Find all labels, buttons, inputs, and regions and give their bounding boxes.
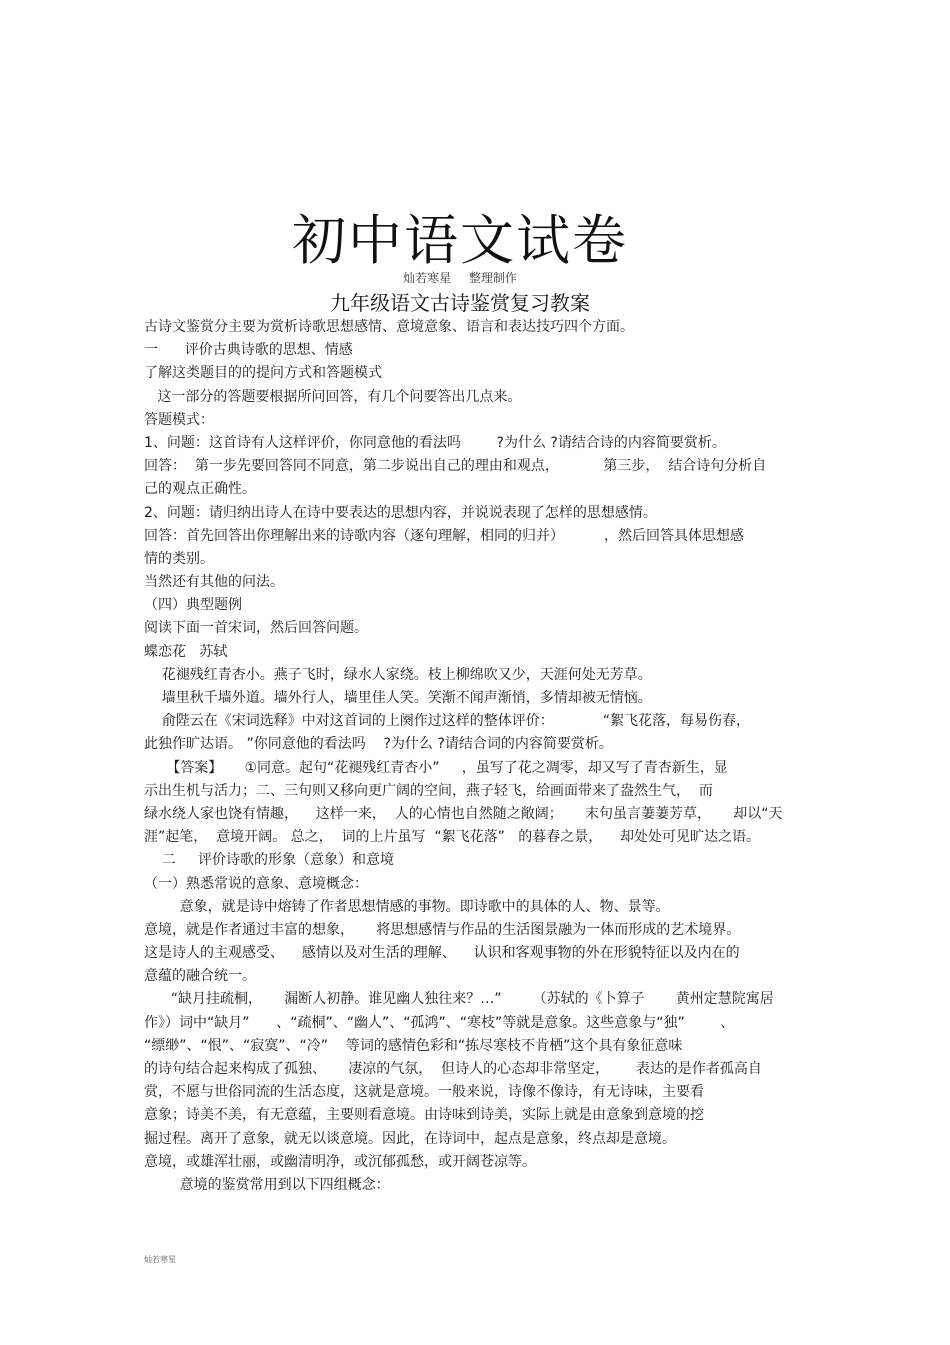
answer-line: 示出生机与活力；二、三句则又移向更广阔的空间，燕子轻飞，给画面带来了盎然生气， 而 [144, 782, 713, 799]
text-line: 意境，或雄浑壮丽，或幽清明净，或沉郁孤愁，或开阔苍凉等。 [144, 1153, 536, 1170]
answer-line: 【答案】 ①同意。起句“花褪残红青杏小” ，虽写了花之凋零，却又写了青杏新生，显 [144, 759, 728, 776]
text-line: 意象；诗美不美，有无意蕴，主要则看意境。由诗味到诗美，实际上就是由意象到意境的挖 [144, 1107, 704, 1124]
text-line: 回答： 第一步先要回答同不同意，第二步说出自己的理由和观点， 第三步， 结合诗句分析自 [144, 458, 767, 475]
text-line: 1、问题：这首诗有人这样评价，你同意他的看法吗 ?为什么 ?请结合诗的内容简要赏析。 [144, 434, 726, 451]
text-line: 古诗文鉴赏分主要为赏析诗歌思想感情、意境意象、语言和表达技巧四个方面。 [144, 319, 634, 335]
poem-line: 花褪残红青杏小。燕子飞时，绿水人家绕。枝上柳绵吹又少，天涯何处无芳草。 [144, 666, 652, 683]
text-line: 此独作旷达语。 ”你同意他的看法吗 ?为什么 ?请结合词的内容简要赏析。 [144, 736, 613, 753]
text-line: 阅读下面一首宋词，然后回答问题。 [144, 620, 368, 637]
text-line: “缺月挂疏桐， 漏断人初静。谁见幽人独往来？…” （苏轼的《卜算子 黄州定慧院寓居 [144, 991, 774, 1008]
text-line: 俞陛云在《宋词选释》中对这首词的上阕作过这样的整体评价： “絮飞花落，每易伤春， [144, 713, 751, 730]
text-line: 回答：首先回答出你理解出来的诗歌内容（逐句理解，相同的归并） ，然后回答具体思想感 [144, 527, 745, 544]
text-line: 了解这类题目的的提问方式和答题模式 [144, 365, 382, 382]
text-line: 这是诗人的主观感受、 感情以及对生活的理解、 认识和客观事物的外在形貌特征以及内在的 [144, 945, 740, 962]
answer-line: 涯”起笔， 意境开阔。 总之， 词的上片虽写 “絮飞花落” 的暮春之景， 却处处可见旷达之语。 [144, 829, 761, 846]
text-line: 的诗句结合起来构成了孤独、 凄凉的气氛， 但诗人的心态却非常坚定， 表达的是作者孤高自 [144, 1061, 762, 1077]
text-line: 答题模式： [144, 411, 214, 428]
text-line: 赏，不愿与世俗同流的生活态度，这就是意境。一般来说，诗像不像诗，有无诗味，主要看 [144, 1084, 704, 1101]
text-line: 己的观点正确性。 [144, 481, 256, 498]
text-line: 意象，就是诗中熔铸了作者思想情感的事物。即诗歌中的具体的人、物、景等。 [144, 898, 670, 915]
text-line: 2、问题：请归纳出诗人在诗中要表达的思想内容，并说说表现了怎样的思想感情。 [144, 504, 657, 521]
text-line: “缥缈”、“恨”、“寂寞”、“冷” 等词的感情色彩和“拣尽寒枝不肯栖”这个具有象征意味 [144, 1037, 683, 1054]
section-heading: （一）熟悉常说的意象、意境概念： [144, 875, 368, 892]
section-heading: 二 评价诗歌的形象（意象）和意境 [144, 852, 395, 869]
text-line: 意境，就是作者通过丰富的想象， 将思想感情与作品的生活图景融为一体而形成的艺术境界。 [144, 921, 741, 938]
poem-line: 墙里秋千墙外道。墙外行人，墙里佳人笑。笑渐不闻声渐悄，多情却被无情恼。 [144, 690, 652, 706]
text-line: 当然还有其他的问法。 [144, 574, 284, 591]
text-line: 意蕴的融合统一。 [144, 968, 256, 985]
text-line: 情的类别。 [144, 550, 214, 567]
text-line: 作》）词中“缺月” 、“疏桐”、“幽人”、“孤鸿”、“寒枝”等就是意象。这些意象与“独” 、 [144, 1014, 735, 1031]
author-line: 灿若寒星 整理制作 [403, 271, 517, 285]
poem-title: 蝶恋花 苏轼 [144, 643, 228, 660]
document-body [144, 316, 824, 1197]
page-footer: 灿若寒星 [144, 1255, 176, 1264]
text-line: 掘过程。离开了意象，就无以谈意境。因此，在诗词中，起点是意象，终点却是意境。 [144, 1130, 676, 1147]
page-title: 初中语文试卷 [292, 209, 628, 272]
section-heading: 一 评价古典诗歌的思想、情感 [144, 342, 353, 359]
document-subtitle: 九年级语文古诗鉴赏复习教案 [330, 291, 590, 315]
answer-line: 绿水绕人家也饶有情趣， 这样一来， 人的心情也自然随之敞阔； 末句虽言萋萋芳草， 却以“天 [144, 805, 783, 822]
text-line: 这一部分的答题要根据所问回答，有几个问要答出几点来。 [144, 388, 522, 405]
text-line: 意境的鉴赏常用到以下四组概念： [144, 1176, 390, 1193]
section-heading: （四）典型题例 [144, 597, 242, 614]
